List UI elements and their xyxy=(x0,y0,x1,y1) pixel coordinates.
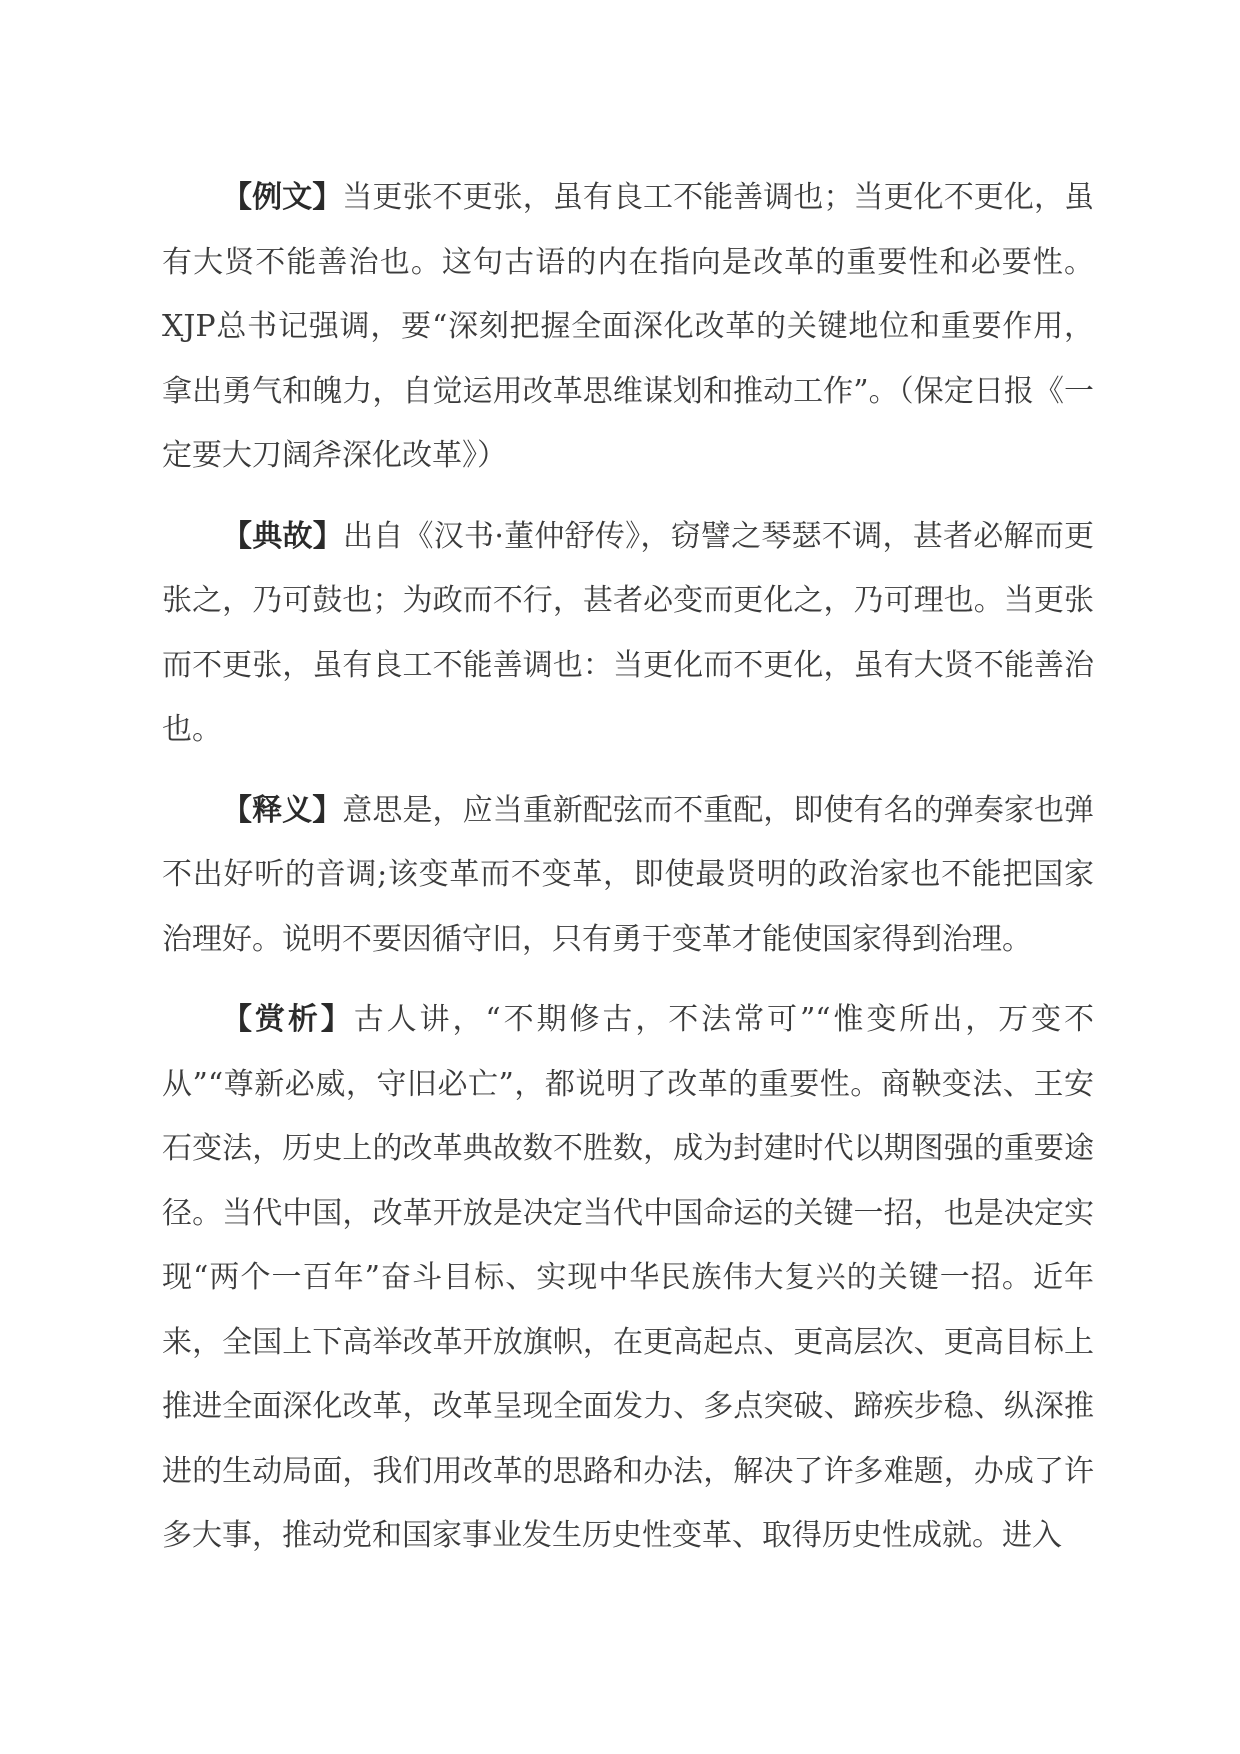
allusion-text: 出自《汉书·董仲舒传》，窃譬之琴瑟不调，甚者必解而更张之，乃可鼓也；为政而不行，甚者必变而更化之，乃可理也。当更张而不更张，虽有良工不能善调也：当更化而不更化，虽有大贤不能善治也。 xyxy=(162,518,1094,747)
example-tag: 【例文】 xyxy=(222,180,343,215)
meaning-text: 意思是，应当重新配弦而不重配，即使有名的弹奏家也弹不出好听的音调;该变革而不变革，即使最贤明的政治家也不能把国家治理好。说明不要因循守旧，只有勇于变革才能使国家得到治理。 xyxy=(162,792,1095,957)
appreciation-text: 古人讲，“不期修古，不法常可”“惟变所出，万变不从”“尊新必威，守旧必亡”，都说明了改革的重要性。商鞅变法、王安石变法，历史上的改革典故数不胜数，成为封建时代以期图强的重要途径。当代中国，改革开放是决定当代中国命运的关键一招，也是决定实现“两个一百年”奋斗目标、实现中华民族伟大复兴的关键一招。近年来，全国上下高举改革开放旗帜，在更高起点、更高层次、更高目标上推进全面深化改革，改革呈现全面发力、多点突破、蹄疾步稳、纵深推进的生动局面，我们用改革的思路和办法，解决了许多难题，办成了许多大事，推动党和国家事业发生历史性变革、取得历史性成就。进入 xyxy=(162,1002,1095,1553)
appreciation-paragraph xyxy=(162,988,1094,1569)
example-paragraph xyxy=(162,166,1094,489)
appreciation-tag: 【赏析】 xyxy=(222,1002,354,1037)
allusion-tag: 【典故】 xyxy=(222,518,344,554)
allusion-paragraph xyxy=(162,505,1094,763)
example-source: （保定日报《一定要大刀阔斧深化改革》） xyxy=(162,373,1094,473)
example-text: 当更张不更张，虽有良工不能善调也；当更化不更化，虽有大贤不能善治也。这句古语的内在指向是改革的重要性和必要性。XJP总书记强调，要“深刻把握全面深化改革的关键地位和重要作用，拿出勇气和魄力，自觉运用改革思维谋划和推动工作”。 xyxy=(162,180,1095,409)
meaning-tag: 【释义】 xyxy=(222,792,343,828)
meaning-paragraph xyxy=(162,779,1094,973)
document-body xyxy=(162,166,1094,1585)
